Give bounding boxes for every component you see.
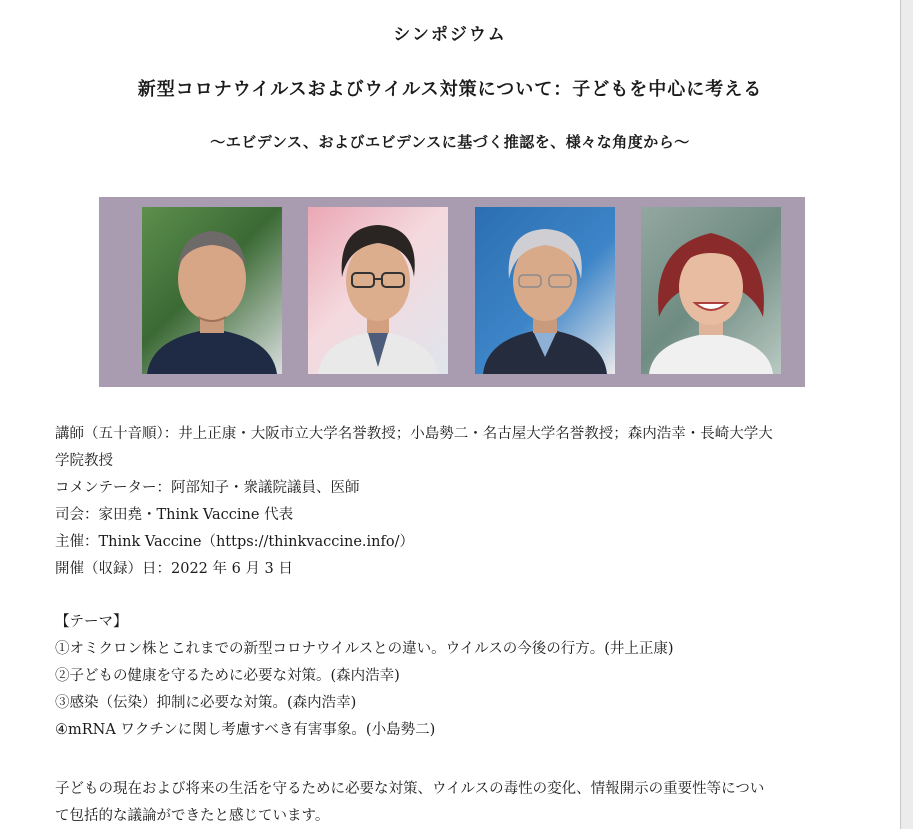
symposium-label: シンポジウム xyxy=(393,25,507,45)
page-subtitle: 〜エビデンス、およびエビデンスに基づく推認を、様々な角度から〜 xyxy=(210,133,690,151)
speaker-photo-3 xyxy=(475,207,615,374)
portrait-man-glasses-icon xyxy=(308,207,448,374)
page-title: 新型コロナウイルスおよびウイルス対策について：子どもを中心に考える xyxy=(137,79,763,100)
theme-item: ②子どもの健康を守るために必要な対策。(森内浩幸) xyxy=(55,668,400,684)
themes-heading: 【テーマ】 xyxy=(55,614,128,630)
portrait-woman-icon xyxy=(641,207,781,374)
speakers-line: 講師（五十音順）：井上正康・大阪市立大学名誉教授；小島勢二・名古屋大学名誉教授；森内浩幸・長崎大学大 xyxy=(55,426,773,442)
closing-paragraph xyxy=(55,776,855,829)
credits-block xyxy=(55,421,855,583)
speaker-photo-strip xyxy=(99,197,805,387)
moderator-line: 司会：家田堯・Think Vaccine 代表 xyxy=(55,507,294,523)
speaker-photo-2 xyxy=(308,207,448,374)
vertical-scrollbar[interactable] xyxy=(900,0,913,829)
theme-item: ①オミクロン株とこれまでの新型コロナウイルスとの違い。ウイルスの今後の行方。(井上正康) xyxy=(55,641,674,657)
speaker-photo-4 xyxy=(641,207,781,374)
theme-item: ③感染（伝染）抑制に必要な対策。(森内浩幸) xyxy=(55,695,357,711)
date-line: 開催（収録）日：2022 年 6 月 3 日 xyxy=(55,561,293,577)
speakers-line-continued: 学院教授 xyxy=(55,453,113,469)
organizer-line: 主催：Think Vaccine（https://thinkvaccine.info/） xyxy=(55,534,414,550)
speaker-photo-1 xyxy=(142,207,282,374)
portrait-man-grey-hair-icon xyxy=(475,207,615,374)
theme-item: ④mRNA ワクチンに関し考慮すべき有害事象。(小島勢二) xyxy=(55,722,436,738)
commentator-line: コメンテーター：阿部知子・衆議院議員、医師 xyxy=(55,480,360,496)
closing-line: て包括的な議論ができたと感じています。 xyxy=(55,808,330,824)
themes-block xyxy=(55,609,855,744)
closing-line: 子どもの現在および将来の生活を守るために必要な対策、ウイルスの毒性の変化、情報開示の重要性等につい xyxy=(55,781,765,797)
portrait-man-icon xyxy=(142,207,282,374)
